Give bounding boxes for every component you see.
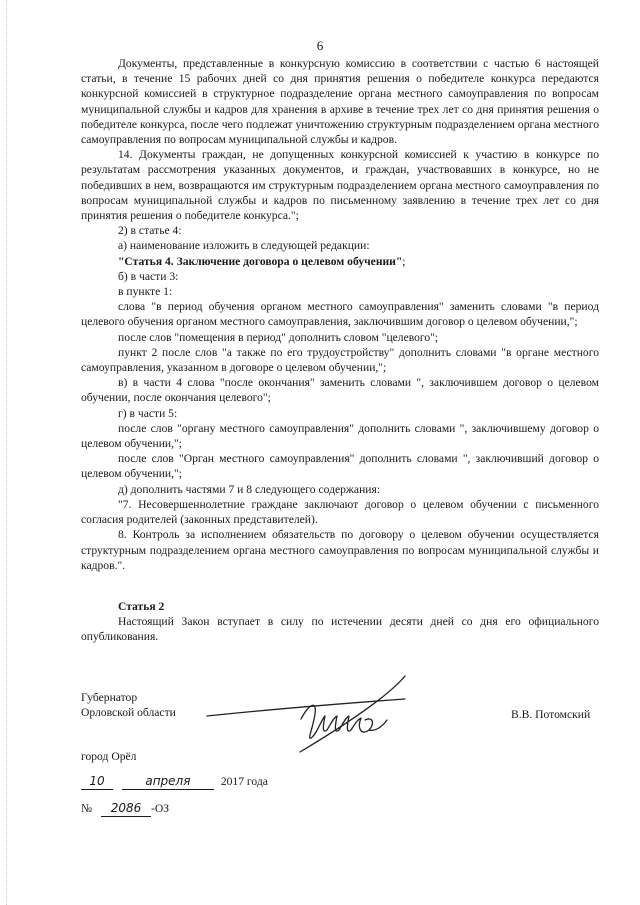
- signatory-title-line: Орловской области: [81, 706, 176, 719]
- law-number: 2086: [101, 801, 151, 817]
- paragraph: г) в части 5:: [118, 406, 178, 420]
- paragraph: б) в части 3:: [118, 269, 179, 283]
- paragraph: после слов "Орган местного самоуправления" дополнить словами ", заключивший договор о целевом обучении,";: [81, 452, 599, 481]
- number-sign: №: [81, 802, 93, 815]
- paragraph: слова "в период обучения органом местного самоуправления" заменить словами "в период целевого обучения органом местного самоуправления, заключившим договор о целевом обучении,";: [81, 300, 599, 329]
- paragraph: 8. Контроль за исполнением обязательств по договору о целевом обучении осуществляется структурным подразделением органа местного самоуправления по вопросам муниципальной службы и кадров.".: [81, 528, 599, 572]
- date-line: [81, 774, 268, 790]
- law-number-line: [81, 801, 169, 817]
- article-2-text: Настоящий Закон вступает в силу по истечении десяти дней со дня его официального опубликования.: [81, 615, 599, 644]
- paragraph: после слов "помещения в период" дополнить словом "целевого";: [118, 330, 439, 344]
- paragraph: Документы, представленные в конкурсную комиссию в соответствии с частью 6 настоящей статьи, в течение 15 рабочих дней со дня принятия решения о победителе конкурса передаются конкурсной комиссией в структурное подразделение органа местного самоуправления по вопросам муниципальной службы и кадров для хранения в архиве в течение трех лет со дня принятия решения о победителе конкурса, после чего подлежат уничтожению структурным подразделением органа местного самоуправления по вопросам муниципальной службы и кадров.: [81, 57, 599, 147]
- punctuation: ;: [402, 254, 406, 268]
- city-of-signing: город Орёл: [81, 750, 137, 763]
- paragraph: 14. Документы граждан, не допущенных конкурсной комиссией к участию в конкурсе по результатам рассмотрения указанных документов, и граждан, участвовавших в конкурсе, но не победивших в нем, возвращаются им структурным подразделением органа местного самоуправления по вопросам муниципальной службы и кадров по письменному заявлению в течение трех лет со дня принятия решения о победителе конкурса.";: [81, 148, 599, 223]
- signatory-name: В.В. Потомский: [511, 708, 591, 721]
- paragraph: 2) в статье 4:: [118, 224, 182, 238]
- date-month: апреля: [122, 774, 214, 790]
- date-year: 2017 года: [220, 775, 268, 788]
- document-body: [81, 56, 599, 645]
- signatory-title: [81, 690, 176, 720]
- paragraph: пункт 2 после слов "а также по его трудоустройству" дополнить словами "в органе местного самоуправления, указанном в договоре о целевом обучении,";: [81, 345, 599, 375]
- scan-edge: [6, 0, 8, 905]
- paragraph: после слов "органу местного самоуправления" дополнить словами ", заключившему договор о целевом обучении,";: [81, 421, 599, 451]
- amended-article-title: "Статья 4. Заключение договора о целевом обучении": [118, 254, 403, 268]
- article-2-heading: Статья 2: [118, 599, 165, 613]
- date-day: 10: [81, 774, 113, 790]
- signatory-title-line: Губернатор: [81, 691, 138, 704]
- paragraph-article-title: [81, 254, 599, 269]
- paragraph: д) дополнить частями 7 и 8 следующего содержания:: [118, 482, 381, 496]
- paragraph: в пункте 1:: [118, 285, 173, 299]
- paragraph: в) в части 4 слова "после окончания" заменить словами ", заключившем договор о целевом обучении, после окончания целевого";: [81, 376, 599, 405]
- handwritten-signature-image: [205, 674, 415, 754]
- paragraph: а) наименование изложить в следующей редакции:: [118, 239, 370, 253]
- page-number: 6: [316, 38, 324, 53]
- law-number-suffix: -ОЗ: [150, 802, 170, 815]
- paragraph: "7. Несовершеннолетние граждане заключают договор о целевом обучении с письменного согласия родителей (законных представителей).: [81, 497, 599, 527]
